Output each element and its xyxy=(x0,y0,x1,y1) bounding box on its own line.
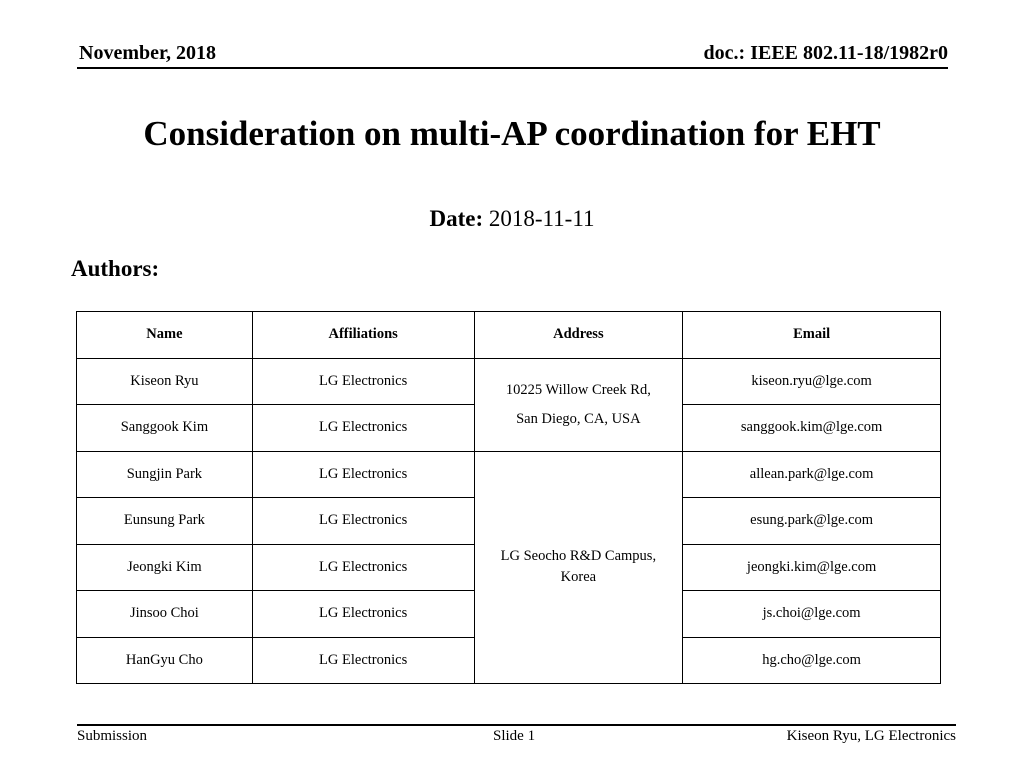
date-line xyxy=(0,206,1024,232)
author-name: Sungjin Park xyxy=(77,451,253,498)
author-affiliation: LG Electronics xyxy=(252,637,474,684)
author-email: sanggook.kim@lge.com xyxy=(683,405,941,452)
author-name: Jinsoo Choi xyxy=(77,591,253,638)
author-email: jeongki.kim@lge.com xyxy=(683,544,941,591)
author-affiliation: LG Electronics xyxy=(252,498,474,545)
author-address xyxy=(474,451,683,684)
column-header-name: Name xyxy=(77,312,253,359)
footer-slide-number: Slide 1 xyxy=(493,728,536,744)
footer-submission: Submission xyxy=(77,728,148,744)
author-name: Eunsung Park xyxy=(77,498,253,545)
author-affiliation: LG Electronics xyxy=(252,591,474,638)
author-affiliation: LG Electronics xyxy=(252,451,474,498)
column-header-email: Email xyxy=(683,312,941,359)
date-label: Date: xyxy=(429,206,484,231)
author-name: Sanggook Kim xyxy=(77,405,253,452)
author-address xyxy=(474,358,683,451)
table-row xyxy=(77,358,941,405)
authors-heading: Authors: xyxy=(71,256,160,281)
header-date: November, 2018 xyxy=(79,42,217,64)
slide-title: Consideration on multi-AP coordination for EHT xyxy=(143,114,881,153)
column-header-address: Address xyxy=(474,312,683,359)
author-affiliation: LG Electronics xyxy=(252,405,474,452)
header-doc-id: doc.: IEEE 802.11-18/1982r0 xyxy=(703,42,948,64)
author-email: hg.cho@lge.com xyxy=(683,637,941,684)
table-row xyxy=(77,451,941,498)
author-name: Kiseon Ryu xyxy=(77,358,253,405)
address-line: San Diego, CA, USA xyxy=(516,410,641,427)
address-line: Korea xyxy=(560,569,597,586)
header-divider xyxy=(77,67,948,69)
footer-divider xyxy=(77,724,956,726)
footer-author: Kiseon Ryu, LG Electronics xyxy=(786,728,956,744)
table-header-row xyxy=(77,312,941,359)
address-line: 10225 Willow Creek Rd, xyxy=(505,381,651,398)
author-email: js.choi@lge.com xyxy=(683,591,941,638)
author-email: kiseon.ryu@lge.com xyxy=(683,358,941,405)
author-email: esung.park@lge.com xyxy=(683,498,941,545)
date-value: 2018-11-11 xyxy=(483,206,595,231)
author-email: allean.park@lge.com xyxy=(683,451,941,498)
column-header-affiliations: Affiliations xyxy=(252,312,474,359)
author-affiliation: LG Electronics xyxy=(252,544,474,591)
author-name: Jeongki Kim xyxy=(77,544,253,591)
authors-table xyxy=(76,311,941,684)
author-name: HanGyu Cho xyxy=(77,637,253,684)
address-line: LG Seocho R&D Campus, xyxy=(500,548,657,565)
author-affiliation: LG Electronics xyxy=(252,358,474,405)
